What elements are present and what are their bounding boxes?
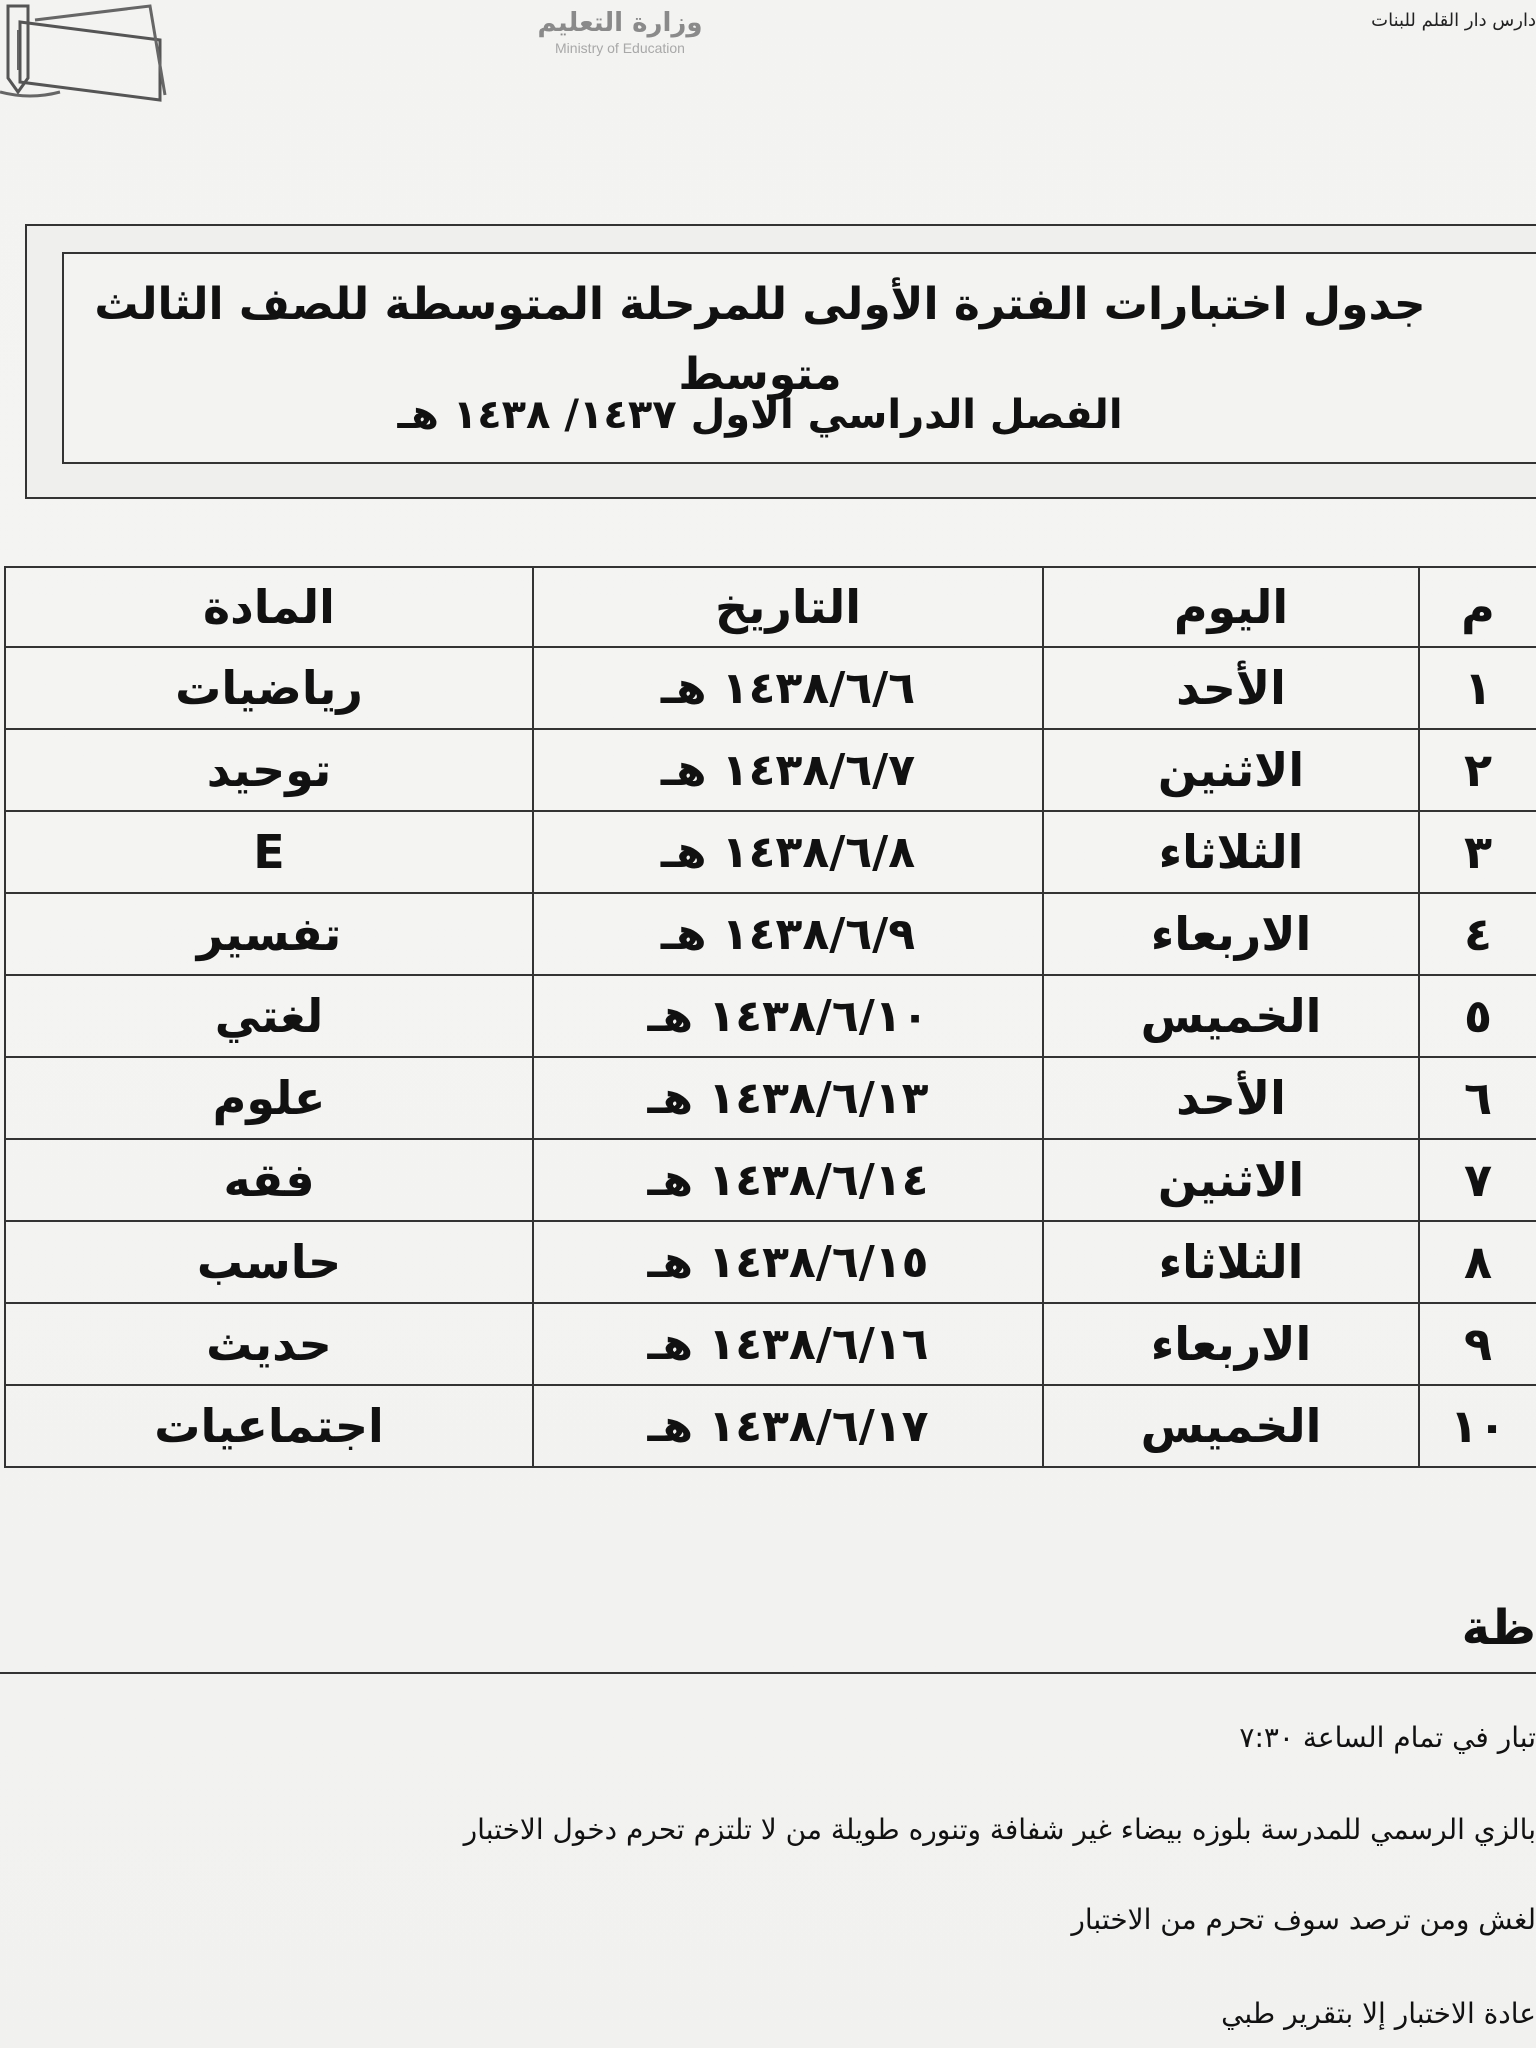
row-date: ١٤٣٨/٦/١٧ هـ	[533, 1385, 1043, 1467]
note-item: بالزي الرسمي للمدرسة بلوزه بيضاء غير شفافة وتنوره طويلة من لا تلتزم تحرم دخول الاختبار	[463, 1813, 1536, 1846]
row-num: ١٠	[1419, 1385, 1536, 1467]
table-row	[5, 893, 1536, 975]
ministry-name-arabic: وزارة التعليم	[537, 8, 703, 38]
row-num: ٩	[1419, 1303, 1536, 1385]
row-date: ١٤٣٨/٦/١٤ هـ	[533, 1139, 1043, 1221]
row-date: ١٤٣٨/٦/١٠ هـ	[533, 975, 1043, 1057]
row-subject: اجتماعيات	[5, 1385, 533, 1467]
header-date: التاريخ	[533, 567, 1043, 647]
row-num: ٥	[1419, 975, 1536, 1057]
row-subject: حديث	[5, 1303, 533, 1385]
row-num: ٧	[1419, 1139, 1536, 1221]
note-item: عادة الاختبار إلا بتقرير طبي	[1221, 1997, 1536, 2030]
row-date: ١٤٣٨/٦/١٦ هـ	[533, 1303, 1043, 1385]
row-num: ٨	[1419, 1221, 1536, 1303]
row-num: ٣	[1419, 811, 1536, 893]
row-num: ٦	[1419, 1057, 1536, 1139]
header-subject: المادة	[5, 567, 533, 647]
row-day: الاثنين	[1043, 1139, 1419, 1221]
row-date: ١٤٣٨/٦/٩ هـ	[533, 893, 1043, 975]
row-subject: توحيد	[5, 729, 533, 811]
book-pen-logo-icon	[0, 0, 175, 105]
row-date: ١٤٣٨/٦/١٣ هـ	[533, 1057, 1043, 1139]
table-row	[5, 1139, 1536, 1221]
row-date: ١٤٣٨/٦/٨ هـ	[533, 811, 1043, 893]
table-row	[5, 729, 1536, 811]
semester-subtitle: الفصل الدراسي الاول ١٤٣٧/ ١٤٣٨ هـ	[397, 392, 1123, 438]
table-row	[5, 811, 1536, 893]
table-header-row	[5, 567, 1536, 647]
row-day: الاربعاء	[1043, 1303, 1419, 1385]
row-day: الخميس	[1043, 1385, 1419, 1467]
ministry-logo	[460, 6, 780, 66]
row-num: ١	[1419, 647, 1536, 729]
row-day: الثلاثاء	[1043, 1221, 1419, 1303]
row-date: ١٤٣٨/٦/١٥ هـ	[533, 1221, 1043, 1303]
schedule-title: جدول اختبارات الفترة الأولى للمرحلة المتوسطة للصف الثالث متوسط	[94, 279, 1426, 400]
row-day: الاثنين	[1043, 729, 1419, 811]
row-subject: E	[5, 811, 533, 893]
row-date: ١٤٣٨/٦/٧ هـ	[533, 729, 1043, 811]
table-row	[5, 1385, 1536, 1467]
table-row	[5, 1303, 1536, 1385]
ministry-name-english: Ministry of Education	[555, 40, 685, 56]
school-name: دارس دار القلم للبنات	[1371, 10, 1536, 31]
row-subject: رياضيات	[5, 647, 533, 729]
row-subject: تفسير	[5, 893, 533, 975]
header-day: اليوم	[1043, 567, 1419, 647]
row-subject: علوم	[5, 1057, 533, 1139]
row-day: الثلاثاء	[1043, 811, 1419, 893]
exam-schedule-table	[4, 566, 1536, 1468]
row-num: ٤	[1419, 893, 1536, 975]
table-row	[5, 1221, 1536, 1303]
header-num: م	[1419, 567, 1536, 647]
table-row	[5, 1057, 1536, 1139]
row-day: الأحد	[1043, 1057, 1419, 1139]
table-row	[5, 975, 1536, 1057]
row-date: ١٤٣٨/٦/٦ هـ	[533, 647, 1043, 729]
table-row	[5, 647, 1536, 729]
note-item: تبار في تمام الساعة ٧:٣٠	[1239, 1721, 1536, 1754]
notes-heading: ظة	[1461, 1600, 1536, 1656]
row-day: الأحد	[1043, 647, 1419, 729]
row-day: الاربعاء	[1043, 893, 1419, 975]
row-day: الخميس	[1043, 975, 1419, 1057]
row-num: ٢	[1419, 729, 1536, 811]
row-subject: حاسب	[5, 1221, 533, 1303]
notes-divider	[0, 1672, 1536, 1674]
note-item: لغش ومن ترصد سوف تحرم من الاختبار	[1071, 1903, 1536, 1936]
row-subject: لغتي	[5, 975, 533, 1057]
row-subject: فقه	[5, 1139, 533, 1221]
